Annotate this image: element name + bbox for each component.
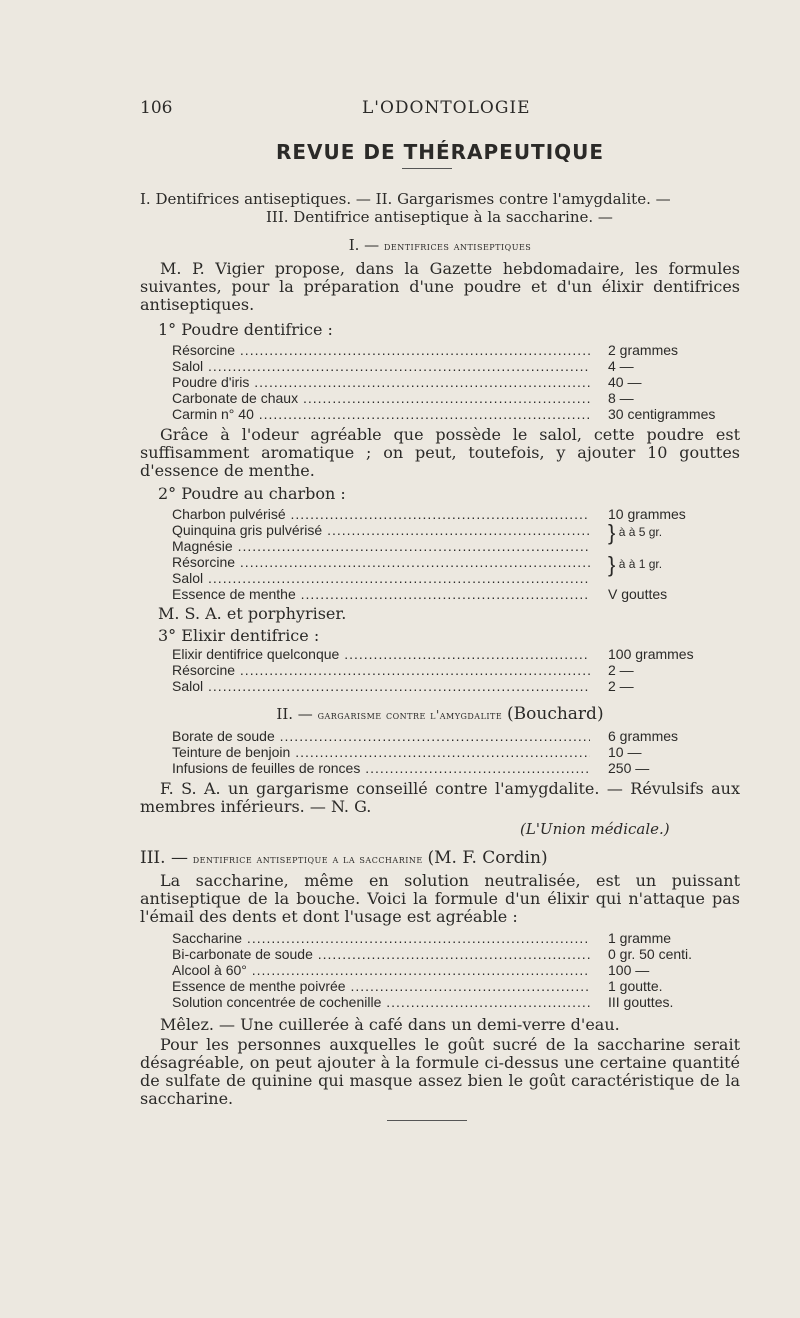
- recipe-row: [172, 678, 740, 694]
- msa-instruction: M. S. A. et porphyriser.: [158, 604, 347, 623]
- recipe-row: [172, 744, 740, 760]
- quantity: 1 gramme: [608, 930, 672, 946]
- ingredient: Essence de menthe poivrée .....: [172, 978, 590, 994]
- ingredient: Résorcine .....: [172, 662, 590, 678]
- section-1-title: dentifrices antiseptiques: [383, 239, 532, 253]
- ingredient: Carmin n° 40 .....: [172, 406, 590, 422]
- recipe-row: [172, 946, 740, 962]
- running-title: L'ODONTOLOGIE: [362, 98, 531, 118]
- end-divider: [387, 1120, 467, 1121]
- quantity: 8 —: [608, 390, 634, 406]
- ingredient: Salol .....: [172, 358, 590, 374]
- recipe-row: [172, 760, 740, 776]
- ingredient: Carbonate de chaux .....: [172, 390, 590, 406]
- melez-instruction: Mêlez. — Une cuillerée à café dans un demi-verre d'eau.: [160, 1015, 620, 1034]
- running-header: [140, 98, 740, 124]
- citation: (L'Union médicale.): [520, 820, 670, 838]
- section-3-heading: [140, 848, 740, 868]
- summary-line-2: III. Dentifrice antiseptique à la saccharine. —: [266, 208, 613, 226]
- recipe-row: [172, 962, 740, 978]
- closing-paragraph: Pour les personnes auxquelles le goût sucré de la saccharine serait désagréable, on peut ajouter à la formule ci-dessus une certaine quantité de sulfate de quinine qui masque assez bien le goût caractéristique de la saccharine.: [140, 1035, 740, 1108]
- recipe-1-table: [172, 342, 740, 422]
- quantity: 10 —: [608, 744, 642, 760]
- recipe-row: [172, 374, 740, 390]
- recipe-row: [172, 406, 740, 422]
- ingredient: Saccharine .....: [172, 930, 590, 946]
- recipe-row: [172, 728, 740, 744]
- quantity: 2 grammes: [608, 342, 679, 358]
- section-2-author: (Bouchard): [507, 704, 604, 724]
- page-number: 106: [140, 98, 173, 118]
- recipe-1-note: Grâce à l'odeur agréable que possède le salol, cette poudre est suffisamment aromatique ; on peut, toutefois, y ajouter 10 gouttes d'essence de menthe.: [140, 425, 740, 480]
- section-2-title: gargarisme contre l'amygdalite: [317, 708, 503, 722]
- quantity: V gouttes: [608, 586, 668, 602]
- quantity: 100 grammes: [608, 646, 694, 662]
- ingredient: Salol .....: [172, 570, 590, 586]
- section-2-heading: [140, 704, 740, 724]
- brace-group-a: } à à 5 gr.: [608, 520, 663, 545]
- quantity: 0 gr. 50 centi.: [608, 946, 693, 962]
- recipe-3-table: [172, 646, 740, 694]
- quantity: 4 —: [608, 358, 634, 374]
- ingredient: Résorcine .....: [172, 554, 590, 570]
- quantity: 2 —: [608, 678, 634, 694]
- ingredient: Infusions de feuilles de ronces .....: [172, 760, 590, 776]
- recipe-row: [172, 662, 740, 678]
- recipe-3-title: 3° Elixir dentifrice :: [158, 626, 320, 645]
- quantity: 40 —: [608, 374, 642, 390]
- brace-group-b-qty: à à 1 gr.: [618, 557, 663, 572]
- recipe-row: [172, 646, 740, 662]
- recipe-row: [172, 930, 740, 946]
- ingredient: Solution concentrée de cochenille .....: [172, 994, 590, 1010]
- quantity: 100 —: [608, 962, 650, 978]
- summary-line-1: I. Dentifrices antiseptiques. — II. Gargarismes contre l'amygdalite. —: [140, 190, 671, 208]
- ingredient: Borate de soude .....: [172, 728, 590, 744]
- ingredient: Elixir dentifrice quelconque .....: [172, 646, 590, 662]
- ingredient: Quinquina gris pulvérisé .....: [172, 522, 590, 538]
- section-1-intro: M. P. Vigier propose, dans la Gazette hebdomadaire, les formules suivantes, pour la préparation d'une poudre et d'un élixir dentifrices antiseptiques.: [140, 259, 740, 314]
- quantity: 1 goutte.: [608, 978, 663, 994]
- section-3-author: (M. F. Cordin): [427, 848, 548, 868]
- quantity: 6 grammes: [608, 728, 679, 744]
- recipe-row: [172, 358, 740, 374]
- article-title: REVUE DE THÉRAPEUTIQUE: [275, 140, 605, 164]
- section-3-roman: III. —: [140, 848, 188, 868]
- recipe-row: [172, 390, 740, 406]
- ingredient: Magnésie .....: [172, 538, 590, 554]
- title-divider: [402, 168, 452, 169]
- ingredient: Teinture de benjoin .....: [172, 744, 590, 760]
- brace-group-b: } à à 1 gr.: [608, 552, 663, 577]
- quantity: 2 —: [608, 662, 634, 678]
- quantity: 10 grammes: [608, 506, 686, 522]
- recipe-row: [172, 342, 740, 358]
- gargarisme-table: [172, 728, 740, 776]
- section-1-roman: I. —: [348, 236, 380, 254]
- section-3-title: dentifrice antiseptique a la saccharine: [192, 852, 423, 866]
- ingredient: Poudre d'iris .....: [172, 374, 590, 390]
- section-2-roman: II. —: [276, 705, 313, 723]
- recipe-2-title: 2° Poudre au charbon :: [158, 484, 346, 503]
- quantity: 250 —: [608, 760, 650, 776]
- recipe-1-title: 1° Poudre dentifrice :: [158, 320, 333, 339]
- ingredient: Alcool à 60° .....: [172, 962, 590, 978]
- ingredient: Essence de menthe .....: [172, 586, 590, 602]
- brace-group-a-qty: à à 5 gr.: [618, 525, 663, 540]
- ingredient: Bi-carbonate de soude .....: [172, 946, 590, 962]
- ingredient: Résorcine .....: [172, 342, 590, 358]
- section-1-heading: [140, 236, 740, 254]
- ingredient: Salol .....: [172, 678, 590, 694]
- section-3-intro: La saccharine, même en solution neutralisée, est un puissant antiseptique de la bouche. Voici la formule d'un élixir qui n'attaque pas l'émail des dents et dont l'usage est agréable :: [140, 871, 740, 926]
- recipe-row: [172, 586, 740, 602]
- ingredient: Charbon pulvérisé .....: [172, 506, 590, 522]
- section-2-note: F. S. A. un gargarisme conseillé contre l'amygdalite. — Révulsifs aux membres inférieurs. — N. G.: [140, 779, 740, 816]
- quantity: III gouttes.: [608, 994, 674, 1010]
- recipe-row: [172, 978, 740, 994]
- recipe-row: [172, 994, 740, 1010]
- quantity: 30 centigrammes: [608, 406, 716, 422]
- saccharine-table: [172, 930, 740, 1010]
- recipe-2-table: [172, 506, 740, 602]
